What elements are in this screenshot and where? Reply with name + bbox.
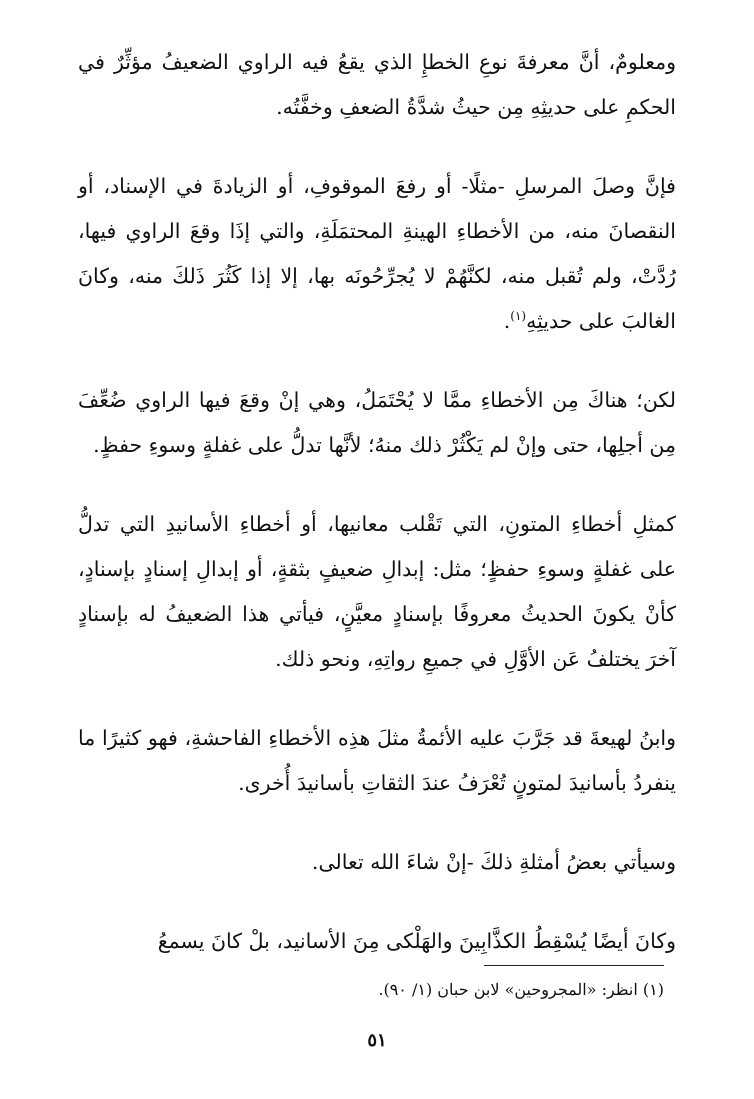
paragraph-5: وابنُ لهيعةَ قد جَرَّبَ عليه الأئمةُ مثلَ هذِه الأخطاءِ الفاحشةِ، فهو كثيرًا ما ينفردُ بأسانيدَ لمتونٍ تُعْرَفُ عندَ الثقاتِ بأسانيدَ أُخرى. [78, 726, 676, 795]
paragraph-1: ومعلومٌ، أنَّ معرفةَ نوعِ الخطإِ الذي يقعُ فيه الراوي الضعيفُ مؤثِّرٌ في الحكمِ على حديثِهِ مِن حيثُ شدَّةُ الضعفِ وخفَّتُه. [78, 50, 676, 119]
footnote-divider [484, 965, 664, 966]
page-number: ٥١ [367, 1030, 387, 1051]
paragraph-2-period: . [503, 309, 511, 333]
footnote-reference: (١) [510, 309, 527, 324]
paragraph-7: وكانَ أيضًا يُسْقِطُ الكذَّابِينَ والهَلْكى مِنَ الأسانيد، بلْ كانَ يسمعُ [157, 929, 676, 953]
paragraph-3: لكن؛ هناكَ مِن الأخطاءِ ممَّا لا يُحْتَمَلُ، وهي إنْ وقعَ فيها الراوي ضُعِّفَ مِن أجلِها، حتى وإنْ لم يَكْثُرْ ذلك منهُ؛ لأنَّها تدلُّ على غفلةٍ وسوءِ حفظٍ. [78, 388, 676, 457]
paragraph-4: كمثلِ أخطاءِ المتونِ، التي تَقْلب معانيها، أو أخطاءِ الأسانيدِ التي تدلُّ على غفلةٍ وسوءِ حفظٍ؛ مثل: إبدالِ ضعيفٍ بثقةٍ، أو إبدالِ إسنادٍ بإسنادٍ، كأنْ يكونَ الحديثُ معروفًا بإسنادٍ معيَّنٍ، فيأتي هذا الضعيفُ له بإسنادٍ آخرَ يختلفُ عَن الأوَّلِ في جميعِ رواتِهِ، ونحو ذلك. [78, 512, 676, 671]
main-text [78, 40, 676, 964]
paragraph-2 [78, 164, 676, 344]
footnote: (١) انظر: «المجروحين» لابن حبان (١/ ٩٠). [378, 980, 664, 999]
paragraph-2-text: فإنَّ وصلَ المرسلِ -مثلًا- أو رفعَ الموقوفِ، أو الزيادةَ في الإسناد، أو النقصانَ منه، من الأخطاءِ الهينةِ المحتمَلَةِ، والتي إذَا وقعَ الراوي فيها، رُدَّتْ، ولم تُقبل منه، لكنَّهُمْ لا يُجرِّحُونَه بها، إلا إذا كَثُرَ ذَلكَ منه، وكانَ الغالبَ على حديثِهِ [78, 174, 676, 333]
paragraph-6: وسيأتي بعضُ أمثلةِ ذلكَ -إنْ شاءَ الله تعالى. [311, 850, 676, 874]
